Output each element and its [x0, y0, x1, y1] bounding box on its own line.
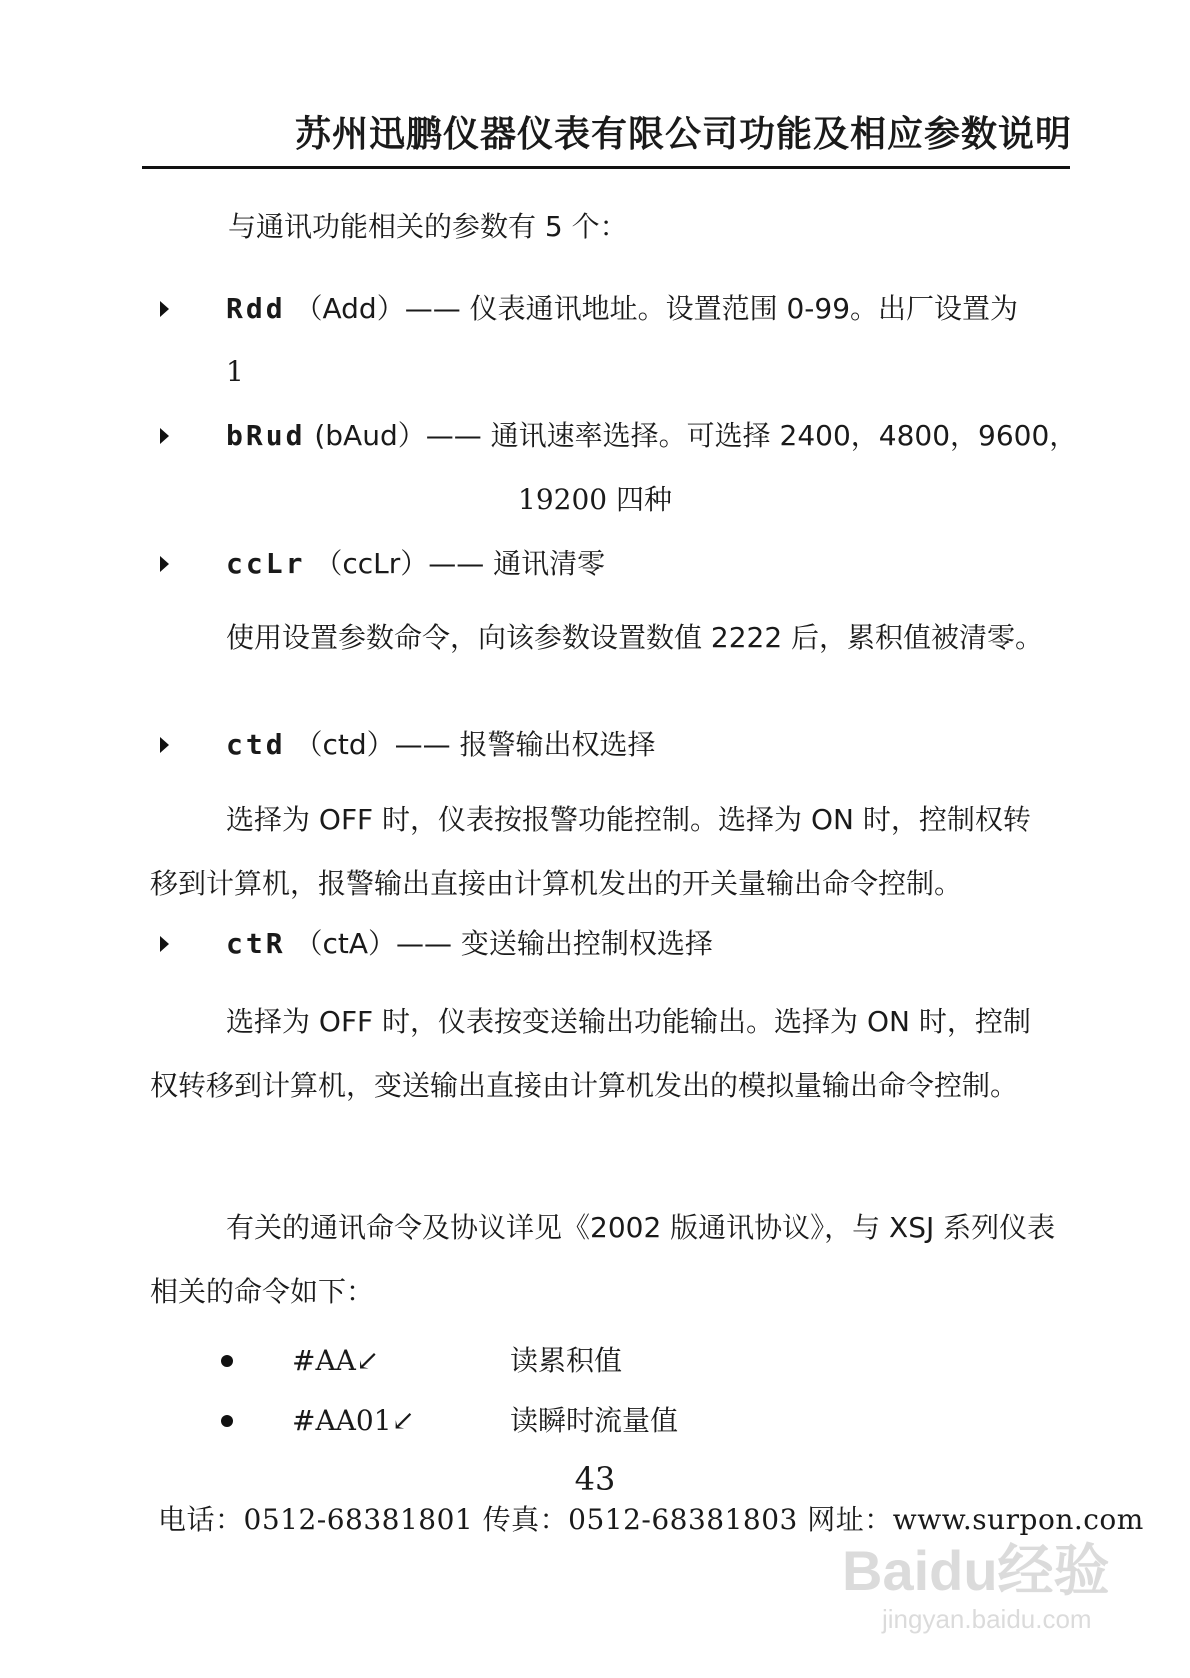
bullet-arrow-icon	[160, 556, 169, 572]
command-code: #AA01↙	[292, 1404, 415, 1437]
param-add	[226, 289, 1018, 329]
bullet-arrow-icon	[160, 737, 169, 753]
bullet-arrow-icon	[160, 428, 169, 444]
footer-contact: 电话：0512-68381801 传真：0512-68381803 网址：www.surpon.com	[158, 1503, 1144, 1536]
param-desc: （ccLr）—— 通讯清零	[314, 547, 606, 580]
param-code: ccLr	[226, 547, 306, 580]
param-code: bRud	[226, 419, 306, 452]
command-code: #AA↙	[292, 1344, 380, 1377]
param-code: ctd	[226, 728, 286, 761]
header-divider	[142, 166, 1070, 169]
param-desc: （ctA）—— 变送输出控制权选择	[294, 927, 713, 960]
param-cclr	[226, 544, 605, 584]
param-desc: (bAud）—— 通讯速率选择。可选择 2400，4800，9600，	[314, 419, 1078, 452]
bullet-dot-icon	[221, 1355, 233, 1367]
baidu-watermark-logo	[838, 1528, 1118, 1638]
watermark-url: jingyan.baidu.com	[882, 1604, 1092, 1634]
param-baud	[226, 416, 1077, 456]
watermark-logo-text: Baidu经验	[842, 1539, 1110, 1602]
param-code: ctR	[226, 927, 286, 960]
cta-note: 选择为 OFF 时，仪表按变送输出功能输出。选择为 ON 时，控制权转移到计算机，变送输出直接由计算机发出的模拟量输出命令控制。	[150, 1005, 1031, 1102]
protocol-note: 有关的通讯命令及协议详见《2002 版通讯协议》，与 XSJ 系列仪表相关的命令如下：	[150, 1211, 1056, 1308]
page-number: 43	[574, 1460, 616, 1498]
bullet-dot-icon	[221, 1415, 233, 1427]
intro-text: 与通讯功能相关的参数有 5 个：	[228, 210, 628, 243]
command-desc: 读累积值	[510, 1344, 623, 1377]
cclr-note: 使用设置参数命令，向该参数设置数值 2222 后，累积值被清零。	[226, 621, 1044, 654]
param-ctd	[226, 725, 656, 765]
bullet-arrow-icon	[160, 936, 169, 952]
page-title: 苏州迅鹏仪器仪表有限公司功能及相应参数说明	[294, 114, 1072, 155]
param-desc: （ctd）—— 报警输出权选择	[294, 728, 656, 761]
param-code: Rdd	[226, 292, 286, 325]
bullet-arrow-icon	[160, 301, 169, 317]
param-desc: （Add）—— 仪表通讯地址。设置范围 0-99。出厂设置为	[294, 292, 1019, 325]
ctd-note: 选择为 OFF 时，仪表按报警功能控制。选择为 ON 时，控制权转移到计算机，报警输出直接由计算机发出的开关量输出命令控制。	[150, 803, 1031, 900]
param-cta	[226, 924, 713, 964]
param-continuation: 1	[226, 355, 244, 388]
param-continuation: 19200 四种	[518, 483, 672, 516]
command-desc: 读瞬时流量值	[510, 1404, 679, 1437]
